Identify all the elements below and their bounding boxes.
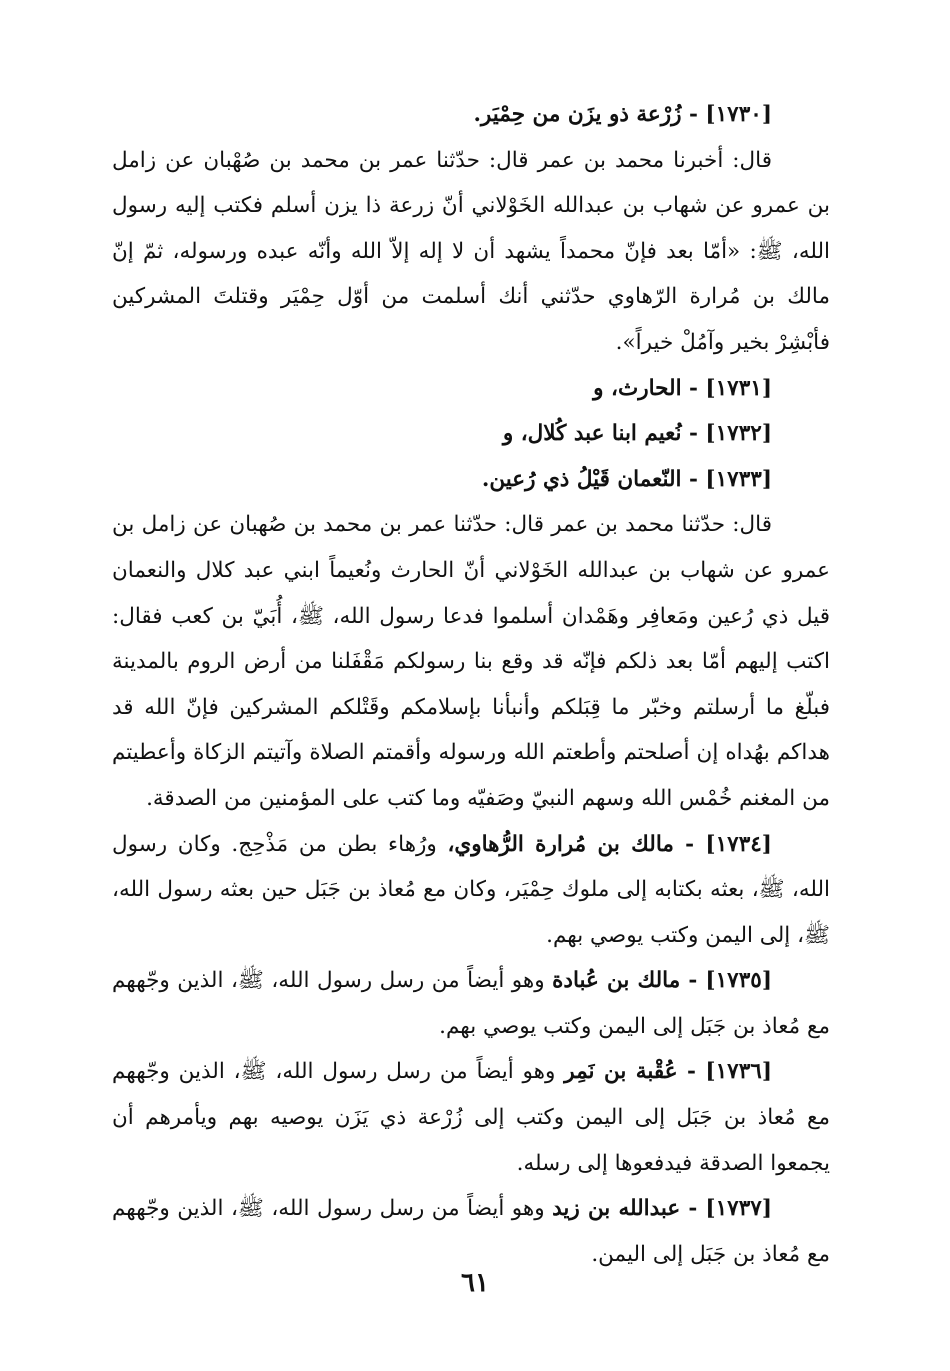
entry-body: ورُهاء بطن من مَذْحِج. وكان رسول الله، ﷺ، بعثه بكتابه إلى ملوك حِمْيَر، وكان مع مُعاذ بن جَبَل حين بعثه رسول الله، ﷺ، إلى اليمن وكتب يوصي بهم. (112, 831, 830, 948)
entry-1734 (112, 822, 830, 959)
page-number: ٦١ (461, 1268, 489, 1298)
entry-1733 (112, 457, 830, 503)
entry-body: قال: حدّثنا محمد بن عمر قال: حدّثنا عمر بن محمد بن صُهبان عن زامل بن عمرو عن شهاب بن عبدالله الخَوْلاني أنّ الحارث ونُعيماً ابني عبد كلال والنعمان قيل ذي رُعين ومَعافِر وهَمْدان أسلموا فدعا رسول الله، ﷺ، أُبَيّ بن كعب فقال: اكتب إليهم أمّا بعد ذلكم فإنّه قد وقع بنا رسولكم مَقْفَلنا من أرض الروم بالمدينة فبلّغ ما أرسلتم وخبّر ما قِبَلكم وأنبأنا بإسلامكم وقَتْلكم المشركين فإنّ الله قد هداكم بهُداه إن أصلحتم وأطعتم الله ورسوله وأقمتم الصلاة وآتيتم الزكاة وأعطيتم من المغنم خُمْس الله وسهم النبيّ وصَفيّه وما كتب على المؤمنين من الصدقة. (112, 512, 830, 811)
entry-body: وهو أيضاً من رسل رسول الله، ﷺ، الذين وجّههم مع مُعاذ بن جَبَل إلى اليمن. (112, 1196, 830, 1267)
entry-1730 (112, 92, 830, 138)
entry-heading: [١٧٣٥] - مالك بن عُبادة (552, 968, 772, 994)
entry-body: قال: أخبرنا محمد بن عمر قال: حدّثنا عمر بن محمد بن صُهْبان عن زامل بن عمرو عن شهاب بن عبدالله الخَوْلاني أنّ زرعة ذا يزن أسلم فكتب إليه رسول الله، ﷺ: «أمّا بعد فإنّ محمداً يشهد أن لا إله إلاّ الله وأنّه عبده ورسوله، ثمّ إنّ مالك بن مُرارة الرّهاوي حدّثني أنك أسلمت من أوّل حِمْيَر وقتلتَ المشركين فأبْشِرْ بخير وآمُلْ خيراً». (112, 147, 830, 355)
entry-heading: [١٧٣٤] - مالك بن مُرارة الرُّهاوي، (447, 831, 772, 857)
entry-heading: [١٧٣١] - الحارث، و (593, 375, 772, 401)
entry-body: وهو أيضاً من رسل رسول الله، ﷺ، الذين وجّههم مع مُعاذ بن جَبَل إلى اليمن وكتب يوصي بهم. (112, 968, 830, 1039)
narration-1730 (112, 138, 830, 366)
entry-heading: [١٧٣٢] - نُعيم ابنا عبد كُلال، و (502, 421, 772, 447)
entry-1736 (112, 1049, 830, 1186)
entry-heading: [١٧٣٠] - زُرْعة ذو يزَن من حِمْيَر. (473, 102, 772, 127)
entry-1732 (112, 411, 830, 457)
entry-heading: [١٧٣٦] - عُقْبة بن نَمِر (564, 1059, 772, 1085)
entry-body: وهو أيضاً من رسل رسول الله، ﷺ، الذين وجّههم مع مُعاذ بن جَبَل إلى اليمن وكتب إلى زُرْعة ذي يَزَن يوصيه بهم ويأمرهم أن يجمعوا الصدقة فيدفعوها إلى رسله. (112, 1059, 831, 1176)
entry-1731 (112, 366, 830, 412)
narration-1731-1733 (112, 502, 830, 821)
entry-heading: [١٧٣٧] - عبدالله بن زيد (552, 1196, 772, 1222)
entry-1737 (112, 1186, 830, 1277)
text-block (112, 92, 830, 1277)
entry-1735 (112, 958, 830, 1049)
entry-heading: [١٧٣٣] - النّعمان قَيْلُ ذي رُعين. (481, 466, 772, 492)
